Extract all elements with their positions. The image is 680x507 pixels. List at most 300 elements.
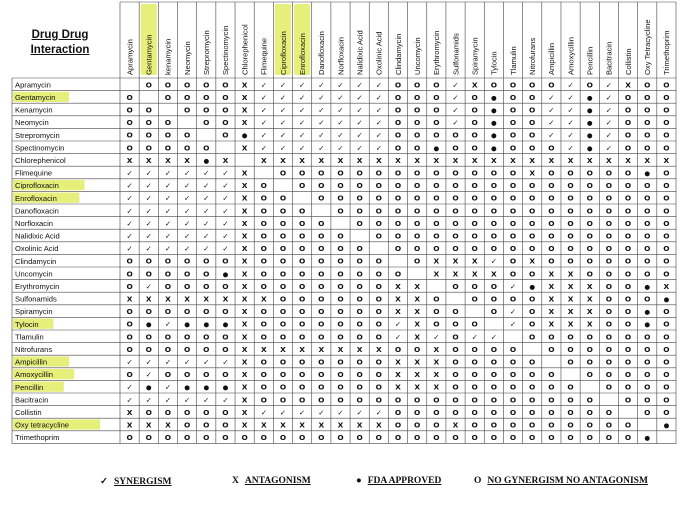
antagonism-mark: X xyxy=(241,407,248,417)
no-interaction-mark: O xyxy=(337,294,344,304)
no-interaction-mark: O xyxy=(260,231,267,241)
fda-approved-mark: ● xyxy=(586,119,593,128)
no-interaction-mark: O xyxy=(375,307,382,317)
antagonism-mark: X xyxy=(356,344,363,354)
no-interaction-mark: O xyxy=(126,143,133,153)
no-interaction-mark: O xyxy=(375,357,382,367)
synergism-mark: ✓ xyxy=(184,181,191,191)
row-label: Flimequine xyxy=(15,168,53,178)
synergism-mark: ✓ xyxy=(433,332,440,342)
legend-label: NO GYNERGISM NO ANTAGONISM xyxy=(487,476,648,486)
no-interaction-mark: O xyxy=(490,307,498,317)
no-interaction-mark: O xyxy=(337,256,344,266)
fda-approved-mark: ● xyxy=(586,106,593,115)
no-interaction-mark: O xyxy=(644,231,651,241)
column-header: kenamycin xyxy=(163,38,173,75)
synergism-mark: ✓ xyxy=(203,206,210,216)
antagonism-mark: X xyxy=(241,256,248,266)
row-label: Neomycin xyxy=(15,118,49,128)
antagonism-mark: X xyxy=(663,155,670,165)
fda-approved-mark: ● xyxy=(433,144,440,153)
antagonism-mark: X xyxy=(241,218,248,228)
no-interaction-mark: O xyxy=(605,281,613,291)
synergism-mark: ✓ xyxy=(222,244,229,254)
no-interaction-mark: O xyxy=(452,231,459,241)
no-interaction-mark: O xyxy=(279,256,287,266)
column-header: Oxy Tetracycline xyxy=(643,19,653,75)
no-interaction-mark: O xyxy=(260,433,267,443)
no-interaction-mark: O xyxy=(529,420,536,430)
no-interaction-mark: O xyxy=(586,269,593,279)
no-interaction-mark: O xyxy=(644,105,651,115)
no-interaction-mark: O xyxy=(490,231,498,241)
synergism-mark: ✓ xyxy=(184,244,191,254)
no-interaction-mark: O xyxy=(414,118,421,128)
no-interaction-mark: O xyxy=(452,168,459,178)
synergism-mark: ✓ xyxy=(375,130,382,140)
no-interaction-mark: O xyxy=(203,92,210,102)
no-interaction-mark: O xyxy=(375,181,382,191)
no-interaction-mark: O xyxy=(222,407,229,417)
synergism-mark: ✓ xyxy=(126,193,133,203)
no-interaction-mark: O xyxy=(337,357,344,367)
synergism-mark: ✓ xyxy=(509,281,517,291)
no-interaction-mark: O xyxy=(318,370,325,380)
antagonism-mark: X xyxy=(280,420,286,430)
antagonism-mark: X xyxy=(663,281,670,291)
fda-approved-mark: ● xyxy=(644,434,651,443)
synergism-mark: ✓ xyxy=(567,143,574,153)
no-interaction-mark: O xyxy=(203,370,210,380)
no-interaction-mark: O xyxy=(183,281,191,291)
antagonism-mark: X xyxy=(567,294,574,304)
no-interaction-mark: O xyxy=(222,130,229,140)
no-interaction-mark: O xyxy=(183,256,191,266)
no-interaction-mark: O xyxy=(375,231,382,241)
synergism-mark: ✓ xyxy=(509,307,517,317)
no-interaction-mark: O xyxy=(260,281,267,291)
antagonism-mark: X xyxy=(184,294,190,304)
no-interaction-mark: O xyxy=(529,382,536,392)
synergism-mark: ✓ xyxy=(299,80,306,90)
no-interaction-mark: O xyxy=(414,420,421,430)
synergism-mark: ✓ xyxy=(279,105,287,115)
antagonism-mark: X xyxy=(452,269,459,279)
no-interaction-mark: O xyxy=(298,370,306,380)
no-interaction-mark: O xyxy=(298,382,306,392)
no-interaction-mark: O xyxy=(203,256,210,266)
fda-approved-mark: ● xyxy=(145,320,152,329)
row-label: Nalidixic Acid xyxy=(15,231,60,241)
legend-none xyxy=(474,476,648,486)
synergism-mark: ✓ xyxy=(279,407,287,417)
no-interaction-mark: O xyxy=(663,143,670,153)
no-interaction-mark: O xyxy=(414,218,421,228)
no-interaction-mark: O xyxy=(298,244,306,254)
no-interaction-mark: O xyxy=(145,80,152,90)
no-interaction-mark: O xyxy=(394,181,402,191)
no-interaction-mark: O xyxy=(203,269,210,279)
no-interaction-mark: O xyxy=(548,193,555,203)
synergism-mark: ✓ xyxy=(260,130,267,140)
no-interaction-mark: O xyxy=(452,307,459,317)
row-label: Trimethoprim xyxy=(15,433,60,443)
no-interaction-mark: O xyxy=(126,332,133,342)
synergism-mark: ✓ xyxy=(222,231,229,241)
no-interaction-mark: O xyxy=(279,307,287,317)
no-interaction-mark: O xyxy=(126,281,133,291)
row-label: Collistin xyxy=(15,408,42,417)
antagonism-mark: X xyxy=(548,155,555,165)
no-interaction-mark: O xyxy=(164,256,172,266)
no-interaction-mark: O xyxy=(529,244,536,254)
antagonism-mark: X xyxy=(395,281,401,291)
no-interaction-mark: O xyxy=(394,420,402,430)
synergism-mark: ✓ xyxy=(164,168,172,178)
no-interaction-mark: O xyxy=(452,395,459,405)
no-interaction-mark: O xyxy=(337,395,344,405)
no-interaction-mark: O xyxy=(663,256,670,266)
no-interaction-mark: O xyxy=(298,231,306,241)
no-interaction-mark: O xyxy=(375,218,382,228)
no-interaction-mark: O xyxy=(663,357,670,367)
no-interaction-mark: O xyxy=(490,281,498,291)
no-interaction-mark: O xyxy=(433,244,440,254)
no-interaction-mark: O xyxy=(337,168,344,178)
no-interaction-mark: O xyxy=(126,118,133,128)
synergism-mark: ✓ xyxy=(184,193,191,203)
no-interaction-mark: O xyxy=(356,269,363,279)
antagonism-mark: X xyxy=(145,294,152,304)
no-interaction-mark: O xyxy=(375,433,382,443)
column-header: Gentamycin xyxy=(144,34,154,75)
no-interaction-mark: O xyxy=(509,244,517,254)
no-interaction-mark: O xyxy=(260,370,267,380)
synergism-mark: ✓ xyxy=(126,218,133,228)
synergism-mark: ✓ xyxy=(567,80,574,90)
fda-approved-mark: ● xyxy=(644,308,651,317)
synergism-mark: ✓ xyxy=(318,118,325,128)
antagonism-mark: X xyxy=(433,155,440,165)
no-interaction-mark: O xyxy=(644,92,651,102)
no-interaction-mark: O xyxy=(471,206,478,216)
fda-approved-mark: ● xyxy=(644,169,651,178)
fda-approved-mark: ● xyxy=(586,93,593,102)
no-interaction-mark: O xyxy=(318,193,325,203)
no-interaction-mark: O xyxy=(337,181,344,191)
no-interaction-mark: O xyxy=(337,307,344,317)
antagonism-mark: X xyxy=(299,420,305,430)
no-interaction-mark: O xyxy=(222,281,229,291)
no-interaction-mark: O xyxy=(586,420,593,430)
synergism-mark: ✓ xyxy=(126,168,133,178)
no-interaction-mark: O xyxy=(279,395,287,405)
no-interaction-mark: O xyxy=(452,370,459,380)
no-interaction-mark: O xyxy=(183,407,191,417)
no-interaction-mark: O xyxy=(567,231,574,241)
no-interaction-mark: O xyxy=(414,130,421,140)
synergism-mark: ✓ xyxy=(279,80,287,90)
antagonism-mark: X xyxy=(203,294,210,304)
no-interaction-mark: O xyxy=(433,181,440,191)
antagonism-mark: X xyxy=(318,344,325,354)
no-interaction-mark: O xyxy=(298,294,306,304)
no-interaction-mark: O xyxy=(126,256,133,266)
no-interaction-mark: O xyxy=(394,105,402,115)
legend-antagonism xyxy=(232,476,311,486)
no-interaction-mark: O xyxy=(509,344,517,354)
no-interaction-mark: O xyxy=(394,143,402,153)
synergism-mark: ✓ xyxy=(605,130,612,140)
synergism-mark: ✓ xyxy=(126,231,133,241)
no-interaction-mark: O xyxy=(356,256,363,266)
fda-approved-mark: ● xyxy=(203,156,210,165)
no-interaction-mark: O xyxy=(318,231,325,241)
no-interaction-mark: O xyxy=(433,433,440,443)
no-interaction-mark: O xyxy=(414,206,421,216)
row-label: Ciprofloxacin xyxy=(15,181,59,191)
no-interaction-mark: O xyxy=(548,370,555,380)
synergism-mark: ✓ xyxy=(452,92,459,102)
no-interaction-mark: O xyxy=(509,181,517,191)
no-interaction-mark: O xyxy=(279,206,287,216)
no-interaction-mark: O xyxy=(414,80,421,90)
no-interaction-mark: O xyxy=(471,357,478,367)
antagonism-mark: X xyxy=(644,155,651,165)
no-interaction-mark: O xyxy=(644,370,651,380)
no-interaction-mark: O xyxy=(548,382,555,392)
no-interaction-mark: O xyxy=(356,193,363,203)
no-interaction-mark: O xyxy=(298,319,306,329)
legend-fda-approved xyxy=(356,476,441,486)
no-interaction-mark: O xyxy=(452,382,459,392)
no-interaction-mark: O xyxy=(663,130,670,140)
no-interaction-mark: O xyxy=(203,332,210,342)
no-interaction-mark: O xyxy=(375,256,382,266)
column-header: Collistin xyxy=(623,48,633,75)
antagonism-mark: X xyxy=(414,357,421,367)
no-interaction-mark: O xyxy=(394,407,402,417)
no-interaction-mark: O xyxy=(624,181,632,191)
no-interaction-mark: O xyxy=(222,307,229,317)
synergism-mark: ✓ xyxy=(509,319,517,329)
no-interaction-mark: O xyxy=(164,130,172,140)
antagonism-mark: X xyxy=(337,155,344,165)
no-interaction-mark: O xyxy=(529,307,536,317)
no-interaction-mark: O xyxy=(529,433,536,443)
no-interaction-mark: O xyxy=(164,80,172,90)
no-interaction-mark: O xyxy=(644,395,651,405)
no-interaction-mark: O xyxy=(318,357,325,367)
no-interaction-mark: O xyxy=(298,357,306,367)
no-interaction-mark: O xyxy=(509,80,517,90)
no-interaction-mark: O xyxy=(298,433,306,443)
no-interaction-mark: O xyxy=(509,231,517,241)
legend-symbol-dot: ● xyxy=(356,476,362,486)
no-interaction-mark: O xyxy=(567,395,574,405)
no-interaction-mark: O xyxy=(471,231,478,241)
no-interaction-mark: O xyxy=(586,344,593,354)
no-interaction-mark: O xyxy=(356,319,363,329)
no-interaction-mark: O xyxy=(471,193,478,203)
no-interaction-mark: O xyxy=(509,130,517,140)
no-interaction-mark: O xyxy=(586,231,593,241)
no-interaction-mark: O xyxy=(586,181,593,191)
legend-label: ANTAGONISM xyxy=(244,476,311,486)
no-interaction-mark: O xyxy=(663,395,670,405)
no-interaction-mark: O xyxy=(414,256,421,266)
antagonism-mark: X xyxy=(241,193,248,203)
no-interaction-mark: O xyxy=(624,269,632,279)
no-interaction-mark: O xyxy=(644,294,651,304)
synergism-mark: ✓ xyxy=(567,118,574,128)
no-interaction-mark: O xyxy=(529,218,536,228)
no-interaction-mark: O xyxy=(644,118,651,128)
no-interaction-mark: O xyxy=(471,181,478,191)
no-interaction-mark: O xyxy=(586,407,593,417)
no-interaction-mark: O xyxy=(414,344,421,354)
no-interaction-mark: O xyxy=(663,244,670,254)
row-label: Bacitracin xyxy=(15,395,49,405)
no-interaction-mark: O xyxy=(318,256,325,266)
column-header: Chlorephenicol xyxy=(240,24,250,75)
no-interaction-mark: O xyxy=(164,269,172,279)
no-interaction-mark: O xyxy=(394,218,402,228)
antagonism-mark: X xyxy=(356,420,363,430)
column-header: Norfloxacin xyxy=(336,37,346,75)
fda-approved-mark: ● xyxy=(491,93,497,102)
synergism-mark: ✓ xyxy=(184,206,191,216)
no-interaction-mark: O xyxy=(624,244,632,254)
no-interaction-mark: O xyxy=(605,370,613,380)
no-interaction-mark: O xyxy=(145,433,152,443)
no-interaction-mark: O xyxy=(222,80,229,90)
no-interaction-mark: O xyxy=(356,206,363,216)
synergism-mark: ✓ xyxy=(356,92,363,102)
no-interaction-mark: O xyxy=(509,92,517,102)
synergism-mark: ✓ xyxy=(260,118,267,128)
antagonism-mark: X xyxy=(241,357,248,367)
antagonism-mark: X xyxy=(395,294,401,304)
no-interaction-mark: O xyxy=(414,407,421,417)
fda-approved-mark: ● xyxy=(241,131,248,140)
synergism-mark: ✓ xyxy=(164,244,172,254)
no-interaction-mark: O xyxy=(394,231,402,241)
no-interaction-mark: O xyxy=(222,344,229,354)
no-interaction-mark: O xyxy=(183,433,191,443)
antagonism-mark: X xyxy=(548,281,555,291)
no-interaction-mark: O xyxy=(433,407,440,417)
no-interaction-mark: O xyxy=(260,244,267,254)
no-interaction-mark: O xyxy=(433,193,440,203)
row-label: Enrofloxacin xyxy=(15,193,57,203)
no-interaction-mark: O xyxy=(605,407,613,417)
no-interaction-mark: O xyxy=(605,193,613,203)
synergism-mark: ✓ xyxy=(145,168,152,178)
synergism-mark: ✓ xyxy=(145,357,152,367)
no-interaction-mark: O xyxy=(529,118,536,128)
no-interaction-mark: O xyxy=(529,357,536,367)
antagonism-mark: X xyxy=(241,118,248,128)
synergism-mark: ✓ xyxy=(318,105,325,115)
synergism-mark: ✓ xyxy=(145,395,152,405)
antagonism-mark: X xyxy=(375,420,382,430)
no-interaction-mark: O xyxy=(586,395,593,405)
antagonism-mark: X xyxy=(567,155,574,165)
no-interaction-mark: O xyxy=(337,319,344,329)
no-interaction-mark: O xyxy=(509,118,517,128)
antagonism-mark: X xyxy=(471,256,478,266)
no-interaction-mark: O xyxy=(605,332,613,342)
no-interaction-mark: O xyxy=(337,206,344,216)
synergism-mark: ✓ xyxy=(356,118,363,128)
column-header: Spectinomycin xyxy=(221,25,231,75)
no-interaction-mark: O xyxy=(394,206,402,216)
row-label: Nitrofurans xyxy=(15,345,53,354)
no-interaction-mark: O xyxy=(356,433,363,443)
antagonism-mark: X xyxy=(529,168,536,178)
no-interaction-mark: O xyxy=(567,407,574,417)
no-interaction-mark: O xyxy=(394,244,402,254)
column-header: Bacitracin xyxy=(604,41,614,75)
synergism-mark: ✓ xyxy=(318,80,325,90)
no-interaction-mark: O xyxy=(548,168,555,178)
no-interaction-mark: O xyxy=(663,168,670,178)
synergism-mark: ✓ xyxy=(567,105,574,115)
no-interaction-mark: O xyxy=(471,168,478,178)
no-interaction-mark: O xyxy=(222,420,229,430)
antagonism-mark: X xyxy=(586,307,593,317)
no-interaction-mark: O xyxy=(126,307,133,317)
no-interaction-mark: O xyxy=(241,433,248,443)
synergism-mark: ✓ xyxy=(490,332,497,342)
synergism-mark: ✓ xyxy=(356,105,363,115)
no-interaction-mark: O xyxy=(375,193,382,203)
no-interaction-mark: O xyxy=(183,92,191,102)
no-interaction-mark: O xyxy=(203,433,210,443)
synergism-mark: ✓ xyxy=(605,92,612,102)
column-header: Apramycin xyxy=(125,39,135,75)
antagonism-mark: X xyxy=(548,319,555,329)
antagonism-mark: X xyxy=(337,344,344,354)
row-label: Amoxycillin xyxy=(15,370,53,380)
no-interaction-mark: O xyxy=(586,370,593,380)
antagonism-mark: X xyxy=(126,294,133,304)
antagonism-mark: X xyxy=(414,294,421,304)
no-interaction-mark: O xyxy=(529,407,536,417)
synergism-mark: ✓ xyxy=(318,130,325,140)
synergism-mark: ✓ xyxy=(145,181,152,191)
fda-approved-mark: ● xyxy=(222,270,229,279)
column-header: Strepromycin xyxy=(202,30,212,75)
column-header: Sulfonamids xyxy=(451,33,461,75)
no-interaction-mark: O xyxy=(145,269,152,279)
synergism-mark: ✓ xyxy=(548,105,555,115)
no-interaction-mark: O xyxy=(433,307,440,317)
synergism-mark: ✓ xyxy=(126,181,133,191)
legend-label: SYNERGISM xyxy=(113,477,172,487)
synergism-mark: ✓ xyxy=(279,92,287,102)
row-label: Gentamycin xyxy=(15,93,56,102)
antagonism-mark: X xyxy=(586,319,593,329)
no-interaction-mark: O xyxy=(279,332,287,342)
legend-symbol-x: X xyxy=(232,476,239,486)
no-interaction-mark: O xyxy=(356,244,363,254)
row-label: Tylocin xyxy=(15,319,39,329)
antagonism-mark: X xyxy=(241,370,248,380)
antagonism-mark: X xyxy=(241,281,248,291)
synergism-mark: ✓ xyxy=(145,231,152,241)
